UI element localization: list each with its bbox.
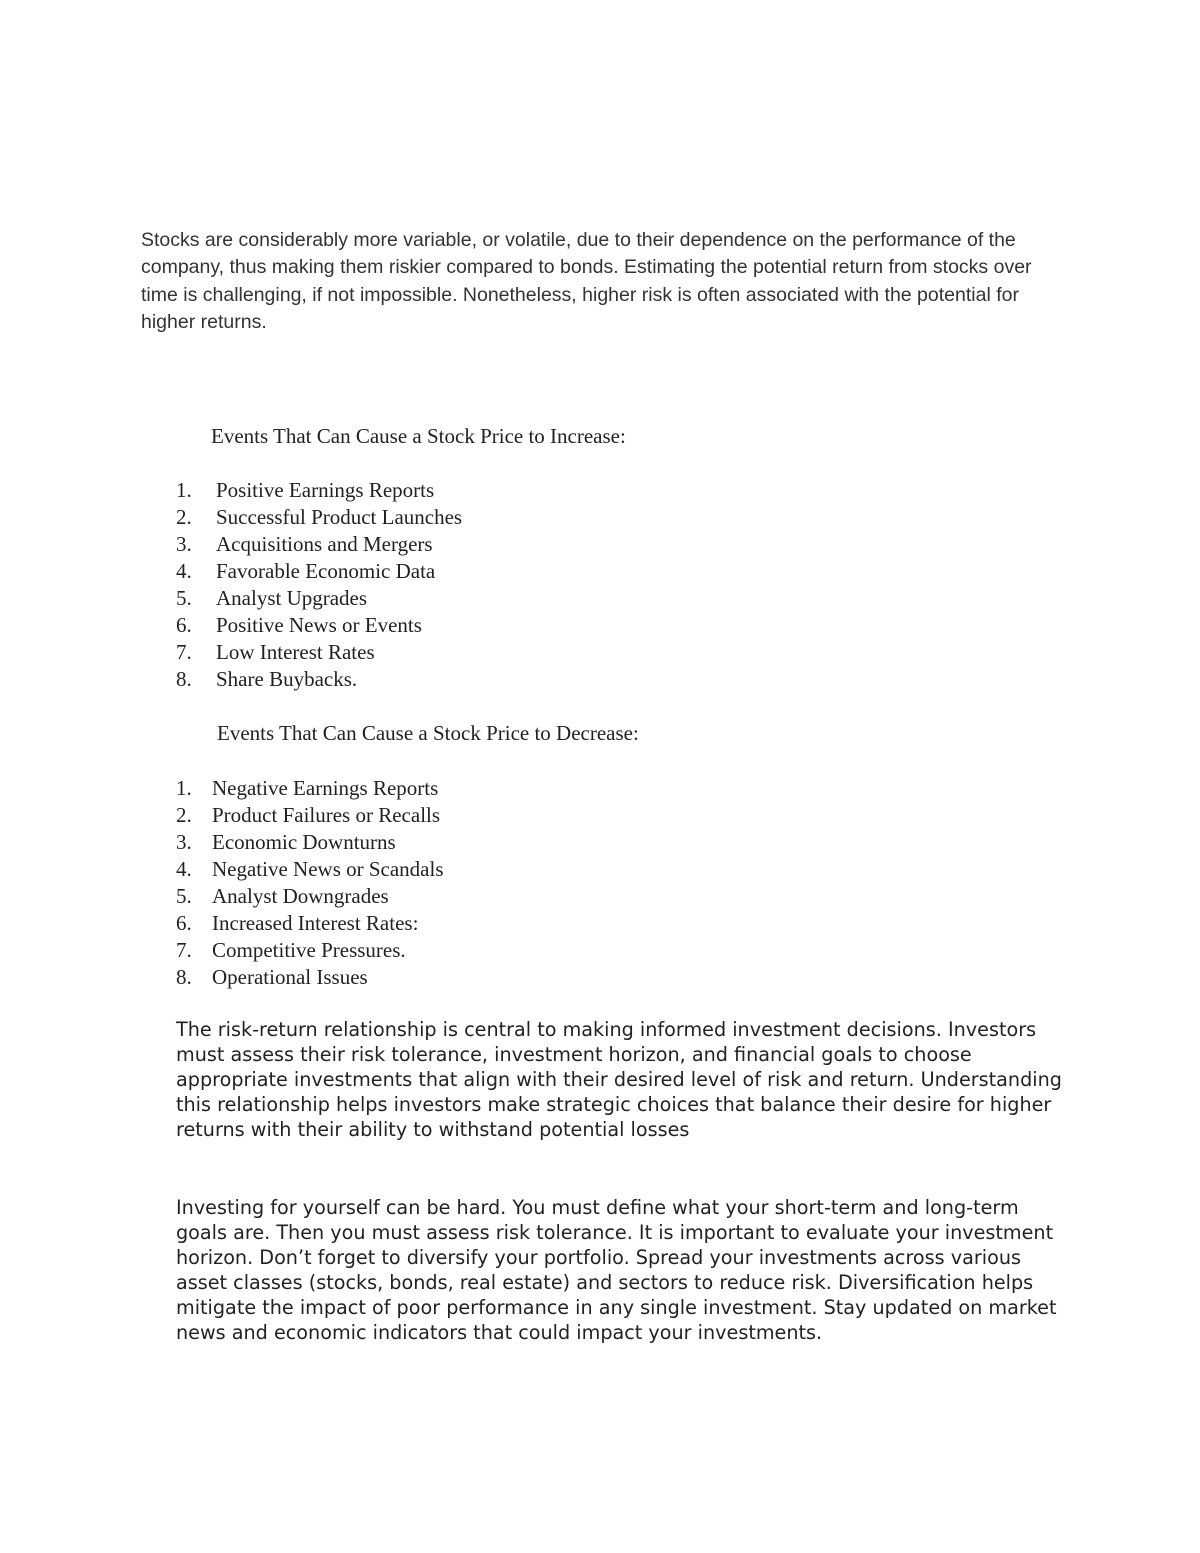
list-item-number: 3. <box>176 830 192 854</box>
list-item-text: Negative News or Scandals <box>212 857 444 881</box>
list-item <box>176 558 462 585</box>
list-item-number: 5. <box>176 586 192 610</box>
list-item <box>176 666 462 693</box>
list-item <box>176 910 444 937</box>
list-item-text: Negative Earnings Reports <box>212 776 439 800</box>
list-item <box>176 802 444 829</box>
list-item-text: Increased Interest Rates: <box>212 911 419 935</box>
list-item <box>176 639 462 666</box>
list-item-number: 2. <box>176 505 192 529</box>
list-item <box>176 531 462 558</box>
decrease-events-list <box>176 775 444 991</box>
list-item-text: Analyst Upgrades <box>216 586 368 610</box>
list-item-number: 7. <box>176 938 192 962</box>
decrease-events-heading: Events That Can Cause a Stock Price to Decrease: <box>217 721 639 745</box>
list-item-text: Acquisitions and Mergers <box>216 532 433 556</box>
list-item-text: Economic Downturns <box>212 830 396 854</box>
list-item-text: Positive News or Events <box>216 613 422 637</box>
list-item <box>176 964 444 991</box>
list-item <box>176 937 444 964</box>
list-item <box>176 883 444 910</box>
intro-paragraph: Stocks are considerably more variable, or volatile, due to their dependence on the performance of the company, thus making them riskier compared to bonds. Estimating the potential return from stocks over time is challenging, if not impossible. Nonetheless, higher risk is often associated with the potential for higher returns. <box>141 229 1032 333</box>
list-item-number: 4. <box>176 559 192 583</box>
list-item-text: Successful Product Launches <box>216 505 463 529</box>
list-item-number: 1. <box>176 478 192 502</box>
list-item-number: 4. <box>176 857 192 881</box>
list-item-number: 6. <box>176 911 192 935</box>
list-item-number: 7. <box>176 640 192 664</box>
list-item <box>176 477 462 504</box>
list-item-text: Positive Earnings Reports <box>216 478 435 502</box>
list-item-text: Competitive Pressures. <box>212 938 406 962</box>
list-item-text: Operational Issues <box>212 965 368 989</box>
list-item-text: Favorable Economic Data <box>216 559 436 583</box>
list-item <box>176 856 444 883</box>
list-item-number: 1. <box>176 776 192 800</box>
list-item <box>176 829 444 856</box>
list-item-number: 8. <box>176 667 192 691</box>
list-item <box>176 612 462 639</box>
list-item-text: Share Buybacks. <box>216 667 358 691</box>
list-item-number: 8. <box>176 965 192 989</box>
increase-events-heading: Events That Can Cause a Stock Price to Increase: <box>211 424 626 448</box>
list-item <box>176 775 444 802</box>
increase-events-list <box>176 477 462 693</box>
list-item <box>176 585 462 612</box>
list-item-text: Low Interest Rates <box>216 640 375 664</box>
list-item-number: 3. <box>176 532 192 556</box>
list-item-text: Product Failures or Recalls <box>212 803 441 827</box>
investing-tips-paragraph: Investing for yourself can be hard. You must define what your short-term and long-term goals are. Then you must assess risk tolerance. It is important to evaluate your investment horizon. Don’t forget to diversify your portfolio. Spread your investments across various asset classes (stocks, bonds, real estate) and sectors to reduce risk. Diversification helps mitigate the impact of poor performance in any single investment. Stay updated on market news and economic indicators that could impact your investments. <box>176 1196 1057 1345</box>
list-item-number: 2. <box>176 803 192 827</box>
risk-return-paragraph: The risk-return relationship is central to making informed investment decisions. Investors must assess their risk tolerance, investment horizon, and financial goals to choose appropriate investments that align with their desired level of risk and return. Understanding this relationship helps investors make strategic choices that balance their desire for higher returns with their ability to withstand potential losses <box>176 1018 1062 1142</box>
list-item-text: Analyst Downgrades <box>212 884 389 908</box>
list-item <box>176 504 462 531</box>
list-item-number: 6. <box>176 613 192 637</box>
list-item-number: 5. <box>176 884 192 908</box>
